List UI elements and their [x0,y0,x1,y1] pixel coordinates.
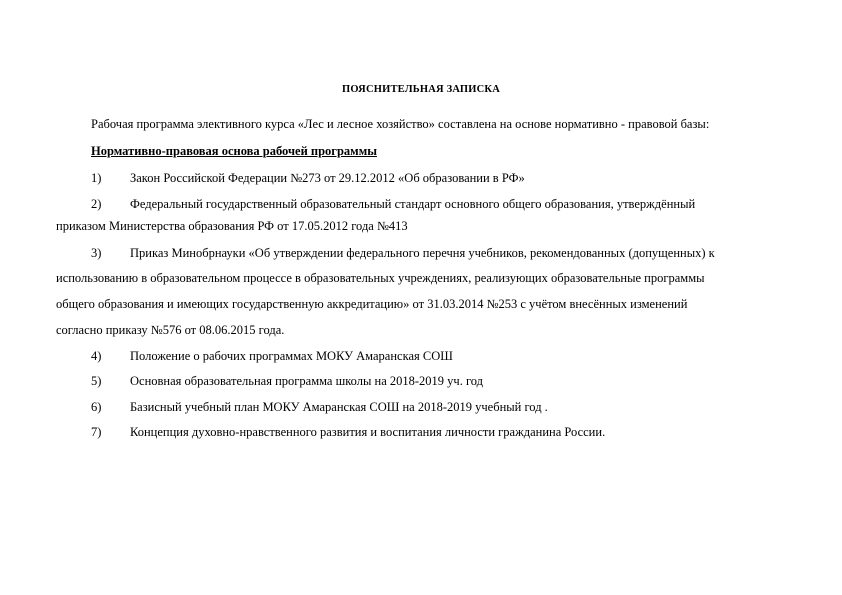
item-4-text: Положение о рабочих программах МОКУ Амаранская СОШ [130,349,453,363]
item-3-text-line-4: согласно приказу №576 от 08.06.2015 года. [56,323,285,337]
item-3-text-line-1: Приказ Минобрнауки «Об утверждении федерального перечня учебников, рекомендованных (допущенных) к [130,246,715,260]
intro-paragraph: Рабочая программа элективного курса «Лес и лесное хозяйство» составлена на основе нормативно - правовой базы: [91,117,710,131]
item-1-text: Закон Российской Федерации №273 от 29.12.2012 «Об образовании в РФ» [130,171,525,185]
document-title: ПОЯСНИТЕЛЬНАЯ ЗАПИСКА [341,84,501,95]
item-5-number: 5) [91,374,102,388]
item-6-text: Базисный учебный план МОКУ Амаранская СОШ на 2018-2019 учебный год . [130,400,548,414]
item-5-text: Основная образовательная программа школы на 2018-2019 уч. год [130,374,484,388]
item-4-number: 4) [91,349,102,363]
item-6-number: 6) [91,400,102,414]
item-3-number: 3) [91,246,102,260]
item-2-text-line-2: приказом Министерства образования РФ от 17.05.2012 года №413 [56,219,408,233]
item-7-number: 7) [91,425,102,439]
item-3-text-line-2: использованию в образовательном процессе в образовательных учреждениях, реализующих образовательные программы [56,271,705,285]
item-1-number: 1) [91,171,102,185]
item-2-number: 2) [91,197,102,211]
item-3-text-line-3: общего образования и имеющих государственную аккредитацию» от 31.03.2014 №253 с учётом внесённых изменений [56,297,688,311]
item-2-text-line-1: Федеральный государственный образовательный стандарт основного общего образования, утверждённый [130,197,696,211]
item-7-text: Концепция духовно-нравственного развития и воспитания личности гражданина России. [130,425,606,439]
basis-heading: Нормативно-правовая основа рабочей программы [91,144,377,158]
